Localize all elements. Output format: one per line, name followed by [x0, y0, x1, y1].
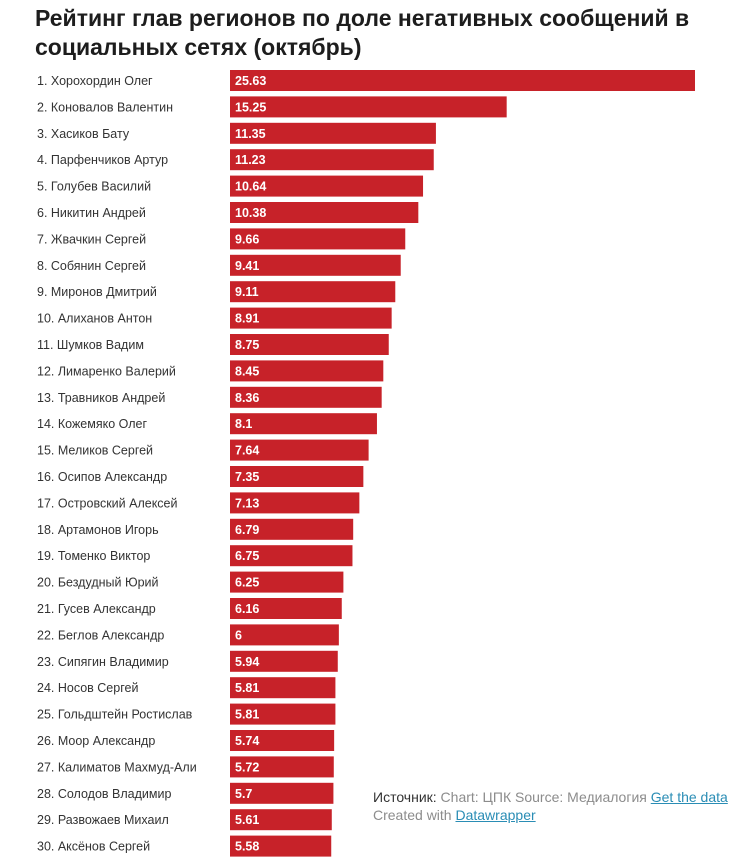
chart-title: Рейтинг глав регионов по доле негативных сообщений в социальных сетях (октябрь) — [35, 5, 690, 60]
value-label: 10.38 — [235, 206, 267, 220]
category-label: 12. Лимаренко Валерий — [37, 364, 176, 379]
category-label: 20. Бездудный Юрий — [37, 575, 159, 590]
category-label: 23. Сипягин Владимир — [37, 654, 169, 669]
category-label: 7. Жвачкин Сергей — [37, 232, 147, 247]
category-label: 2. Коновалов Валентин — [37, 100, 173, 115]
value-label: 5.58 — [235, 839, 260, 854]
value-label: 7.64 — [235, 443, 260, 458]
value-label: 5.81 — [235, 681, 260, 696]
value-label: 6.79 — [235, 522, 260, 537]
get-the-data-link[interactable]: Get the data — [650, 789, 728, 805]
source-text: Chart: ЦПК Source: Медиалогия — [440, 789, 647, 805]
category-label: 24. Носов Сергей — [37, 681, 139, 696]
value-label: 10.64 — [235, 179, 267, 194]
category-label: 16. Осипов Александр — [37, 470, 168, 484]
value-label: 9.41 — [235, 258, 260, 273]
value-label: 11.23 — [235, 153, 266, 168]
category-label: 6. Никитин Андрей — [37, 206, 146, 220]
value-label: 7.13 — [235, 496, 260, 511]
value-label: 5.74 — [235, 734, 260, 748]
category-label: 27. Калиматов Махмуд-Али — [37, 760, 197, 775]
category-label: 19. Томенко Виктор — [37, 549, 151, 564]
category-label: 17. Островский Алексей — [37, 496, 178, 511]
value-label: 15.25 — [235, 100, 267, 115]
category-label: 28. Солодов Владимир — [37, 786, 172, 801]
bar — [230, 70, 695, 91]
value-label: 5.72 — [235, 760, 260, 775]
category-label: 11. Шумков Вадим — [37, 338, 144, 352]
value-label: 9.66 — [235, 232, 260, 247]
category-label: 13. Травников Андрей — [37, 390, 166, 405]
bar — [230, 624, 339, 645]
value-label: 5.81 — [235, 707, 260, 722]
value-label: 7.35 — [235, 470, 260, 484]
category-label: 1. Хорохордин Олег — [37, 74, 153, 88]
bar — [230, 96, 507, 117]
value-label: 5.94 — [235, 654, 260, 669]
category-label: 5. Голубев Василий — [37, 179, 152, 194]
category-label: 9. Миронов Дмитрий — [37, 285, 157, 300]
created-with-text: Created with — [373, 807, 452, 823]
value-label: 8.36 — [235, 390, 260, 405]
value-label: 6.16 — [235, 602, 260, 616]
value-label: 25.63 — [235, 74, 267, 88]
category-label: 4. Парфенчиков Артур — [37, 153, 169, 168]
value-label: 11.35 — [235, 126, 266, 141]
datawrapper-link[interactable]: Datawrapper — [455, 807, 536, 823]
value-label: 8.75 — [235, 338, 260, 352]
category-label: 15. Меликов Сергей — [37, 443, 154, 458]
category-label: 30. Аксёнов Сергей — [37, 839, 151, 854]
category-label: 3. Хасиков Бату — [37, 126, 130, 141]
value-label: 9.11 — [235, 285, 259, 300]
value-label: 6.75 — [235, 549, 260, 564]
value-label: 8.1 — [235, 417, 253, 432]
category-label: 18. Артамонов Игорь — [37, 522, 159, 537]
value-label: 5.7 — [235, 786, 253, 801]
category-label: 25. Гольдштейн Ростислав — [37, 707, 193, 722]
category-label: 10. Алиханов Антон — [37, 311, 153, 326]
value-label: 8.45 — [235, 364, 260, 379]
value-label: 8.91 — [235, 311, 260, 326]
category-label: 8. Собянин Сергей — [37, 258, 146, 273]
source-footer — [373, 788, 733, 824]
category-label: 29. Развожаев Михаил — [37, 813, 169, 828]
value-label: 5.61 — [235, 813, 260, 828]
value-label: 6.25 — [235, 575, 260, 590]
category-label: 22. Беглов Александр — [37, 628, 165, 643]
source-label: Источник: — [373, 789, 437, 805]
category-label: 26. Моор Александр — [37, 734, 156, 748]
category-label: 21. Гусев Александр — [37, 602, 156, 616]
category-label: 14. Кожемяко Олег — [37, 417, 148, 432]
value-label: 6 — [235, 628, 242, 643]
